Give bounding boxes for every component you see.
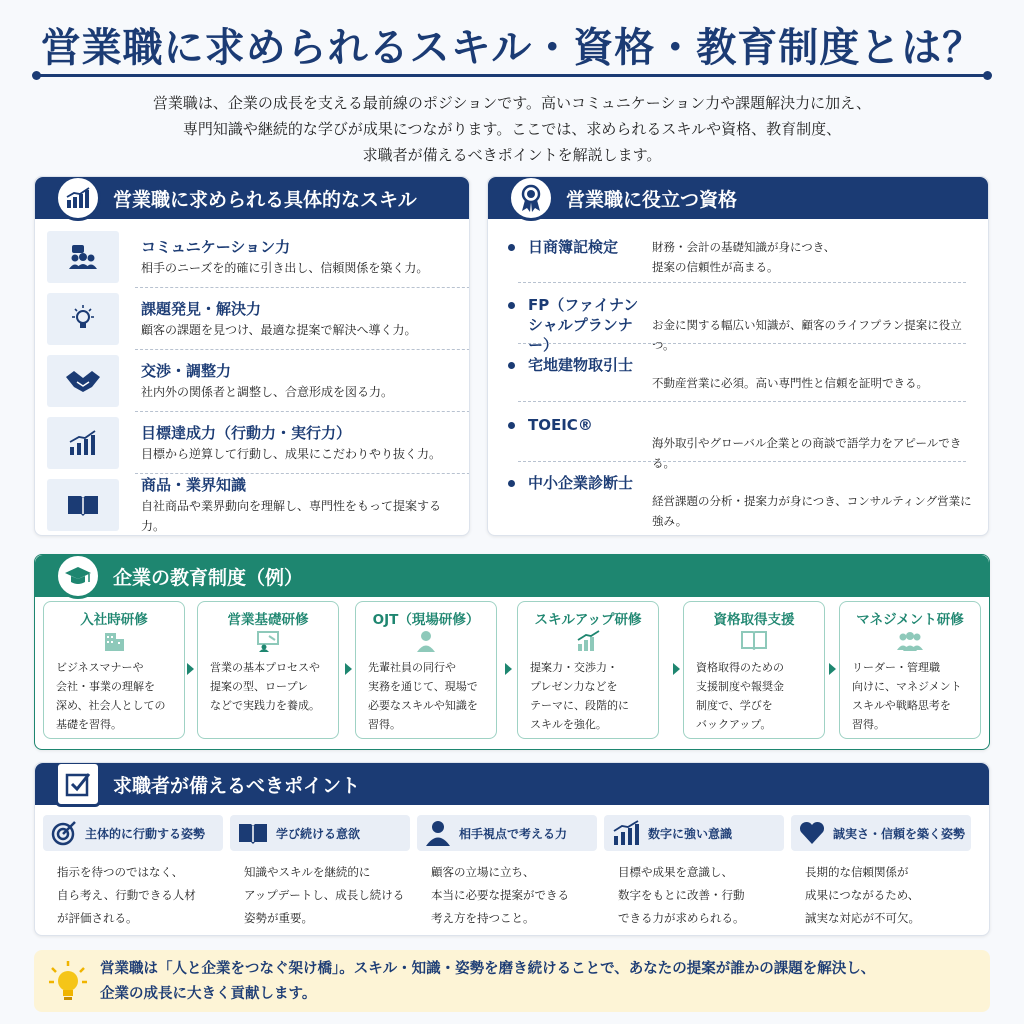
qualification-name: 宅地建物取引士	[528, 355, 648, 375]
qualification-desc: 不動産営業に必須。高い専門性と信頼を証明できる。	[652, 376, 928, 390]
education-heading: 企業の教育制度（例）	[35, 555, 989, 597]
growth-chart-icon	[612, 820, 640, 846]
lightbulb-icon	[48, 960, 88, 1002]
divider	[518, 282, 966, 283]
skills-panel	[34, 176, 470, 536]
building-icon	[44, 630, 184, 652]
education-card	[355, 601, 497, 739]
point-title: 誠実さ・信頼を築く姿勢	[833, 826, 966, 841]
skill-item	[47, 477, 457, 533]
divider	[135, 349, 470, 350]
qualification-desc: 海外取引やグローバル企業との商談で語学力をアピールできる。	[652, 436, 962, 470]
education-title: 資格取得支援	[713, 612, 795, 628]
handshake-icon	[47, 355, 119, 407]
qualification-desc: お金に関する幅広い知識が、顧客のライフプラン提案に役立つ。	[652, 318, 962, 352]
skill-item	[47, 291, 457, 347]
people-icon	[47, 231, 119, 283]
education-title: スキルアップ研修	[534, 612, 642, 628]
target-icon	[51, 820, 77, 846]
arrow-right-icon	[187, 663, 194, 675]
book-icon	[47, 479, 119, 531]
person-icon	[356, 630, 496, 652]
point-card	[43, 815, 223, 927]
graduation-cap-icon	[55, 554, 101, 599]
skill-name: 課題発見・解決力	[141, 300, 262, 318]
point-desc: 長期的な信頼関係が 成果につながるため、 誠実な対応が不可欠。	[805, 865, 920, 925]
qualification-item	[506, 237, 974, 287]
skills-heading: 営業職に求められる具体的なスキル	[35, 177, 469, 219]
book-icon	[684, 630, 824, 650]
qualification-item	[506, 473, 974, 528]
point-card	[230, 815, 410, 927]
education-desc: 先輩社員の同行や 実務を通じて、現場で 必要なスキルや知識を 習得。	[368, 661, 478, 731]
skill-desc: 自社商品や業界動向を理解し、専門性をもって提案する力。	[141, 499, 442, 533]
education-desc: ビジネスマナーや 会社・事業の理解を 深め、社会人としての 基礎を習得。	[56, 661, 166, 731]
heart-icon	[799, 821, 825, 845]
skill-desc: 顧客の課題を見つけ、最適な提案で解決へ導く力。	[141, 323, 417, 337]
point-desc: 知識やスキルを継続的に アップデートし、成長し続ける 姿勢が重要。	[244, 865, 405, 925]
education-title: 営業基礎研修	[227, 612, 309, 628]
growth-chart-icon	[47, 417, 119, 469]
presentation-icon	[198, 630, 338, 652]
skill-item	[47, 353, 457, 409]
education-desc: リーダー・管理職 向けに、マネジメント スキルや戦略思考を 習得。	[852, 661, 962, 731]
point-desc: 指示を待つのではなく、 自ら考え、行動できる人材 が評価される。	[57, 865, 196, 925]
divider	[135, 287, 470, 288]
divider	[518, 401, 966, 402]
points-panel	[34, 762, 990, 936]
education-title: マネジメント研修	[856, 612, 964, 628]
intro-text: 営業職は、企業の成長を支える最前線のポジションです。高いコミュニケーション力や課題解決力に加え、 専門知識や継続的な学びが成果につながります。ここでは、求められるスキルや資格、教育制度、 求職者が備えるべきポイントを解説します。	[152, 94, 872, 164]
skill-name: 目標達成力（行動力・実行力）	[141, 424, 352, 442]
point-card	[604, 815, 784, 927]
education-desc: 営業の基本プロセスや 提案の型、ロープレ などで実践力を養成。	[210, 661, 320, 712]
award-ribbon-icon	[508, 176, 554, 221]
education-card	[517, 601, 659, 739]
lightbulb-icon	[47, 293, 119, 345]
education-desc: 資格取得のための 支援制度や報奨金 制度で、学びを バックアップ。	[696, 661, 784, 731]
skill-desc: 相手のニーズを的確に引き出し、信頼関係を築く力。	[141, 261, 429, 275]
point-title: 数字に強い意識	[648, 826, 733, 841]
qualification-name: FP（ファイナンシャルプランナー）	[528, 295, 648, 355]
education-card	[683, 601, 825, 739]
skill-item	[47, 229, 457, 285]
divider	[135, 411, 470, 412]
point-title: 相手視点で考える力	[459, 826, 568, 841]
education-desc: 提案力・交渉力・ プレゼン力などを テーマに、段階的に スキルを強化。	[530, 661, 629, 731]
education-title: OJT（現場研修）	[372, 612, 480, 628]
points-heading: 求職者が備えるべきポイント	[35, 763, 989, 805]
bar-chart-icon	[55, 176, 101, 221]
point-card	[417, 815, 597, 927]
qualification-name: TOEIC®	[528, 415, 648, 435]
arrow-right-icon	[829, 663, 836, 675]
education-card	[43, 601, 185, 739]
qualification-name: 中小企業診断士	[528, 473, 648, 493]
footer-text: 営業職は「人と企業をつなぐ架け橋」。スキル・知識・姿勢を磨き続けることで、あなたの提案が誰かの課題を解決し、 企業の成長に大きく貢献します。	[100, 961, 876, 1002]
skill-name: 交渉・調整力	[141, 362, 232, 380]
point-card	[791, 815, 971, 927]
divider	[518, 461, 966, 462]
education-card	[197, 601, 339, 739]
qualification-name: 日商簿記検定	[528, 237, 648, 257]
book-icon	[238, 821, 268, 845]
point-title: 学び続ける意欲	[276, 826, 361, 841]
page-title: 営業職に求められるスキル・資格・教育制度とは？	[40, 25, 984, 71]
skill-name: コミュニケーション力	[141, 238, 291, 256]
qualification-desc: 経営課題の分析・提案力が身につき、コンサルティング営業に強み。	[652, 494, 972, 528]
qualification-item	[506, 355, 974, 399]
qualification-item	[506, 415, 974, 470]
divider	[518, 343, 966, 344]
checkbox-icon	[55, 762, 101, 807]
growth-chart-icon	[518, 630, 658, 652]
qualifications-panel	[487, 176, 989, 536]
footer-callout	[34, 950, 990, 1012]
point-desc: 目標や成果を意識し、 数字をもとに改善・行動 できる力が求められる。	[618, 865, 745, 925]
skill-name: 商品・業界知識	[141, 476, 247, 494]
qualifications-heading: 営業職に役立つ資格	[488, 177, 988, 219]
team-icon	[840, 630, 980, 652]
point-desc: 顧客の立場に立ち、 本当に必要な提案ができる 考え方を持つこと。	[431, 865, 569, 925]
education-panel	[34, 554, 990, 750]
arrow-right-icon	[673, 663, 680, 675]
qualification-desc: 財務・会計の基礎知識が身につき、 提案の信頼性が高まる。	[652, 240, 836, 274]
skill-desc: 社内外の関係者と調整し、合意形成を図る力。	[141, 385, 394, 399]
skill-item	[47, 415, 457, 471]
person-icon	[425, 820, 451, 846]
point-title: 主体的に行動する姿勢	[85, 826, 206, 841]
title-divider	[36, 74, 988, 77]
arrow-right-icon	[345, 663, 352, 675]
education-card	[839, 601, 981, 739]
skill-desc: 目標から逆算して行動し、成果にこだわりやり抜く力。	[141, 447, 442, 461]
qualification-item	[506, 295, 974, 354]
arrow-right-icon	[505, 663, 512, 675]
education-title: 入社時研修	[80, 612, 148, 628]
